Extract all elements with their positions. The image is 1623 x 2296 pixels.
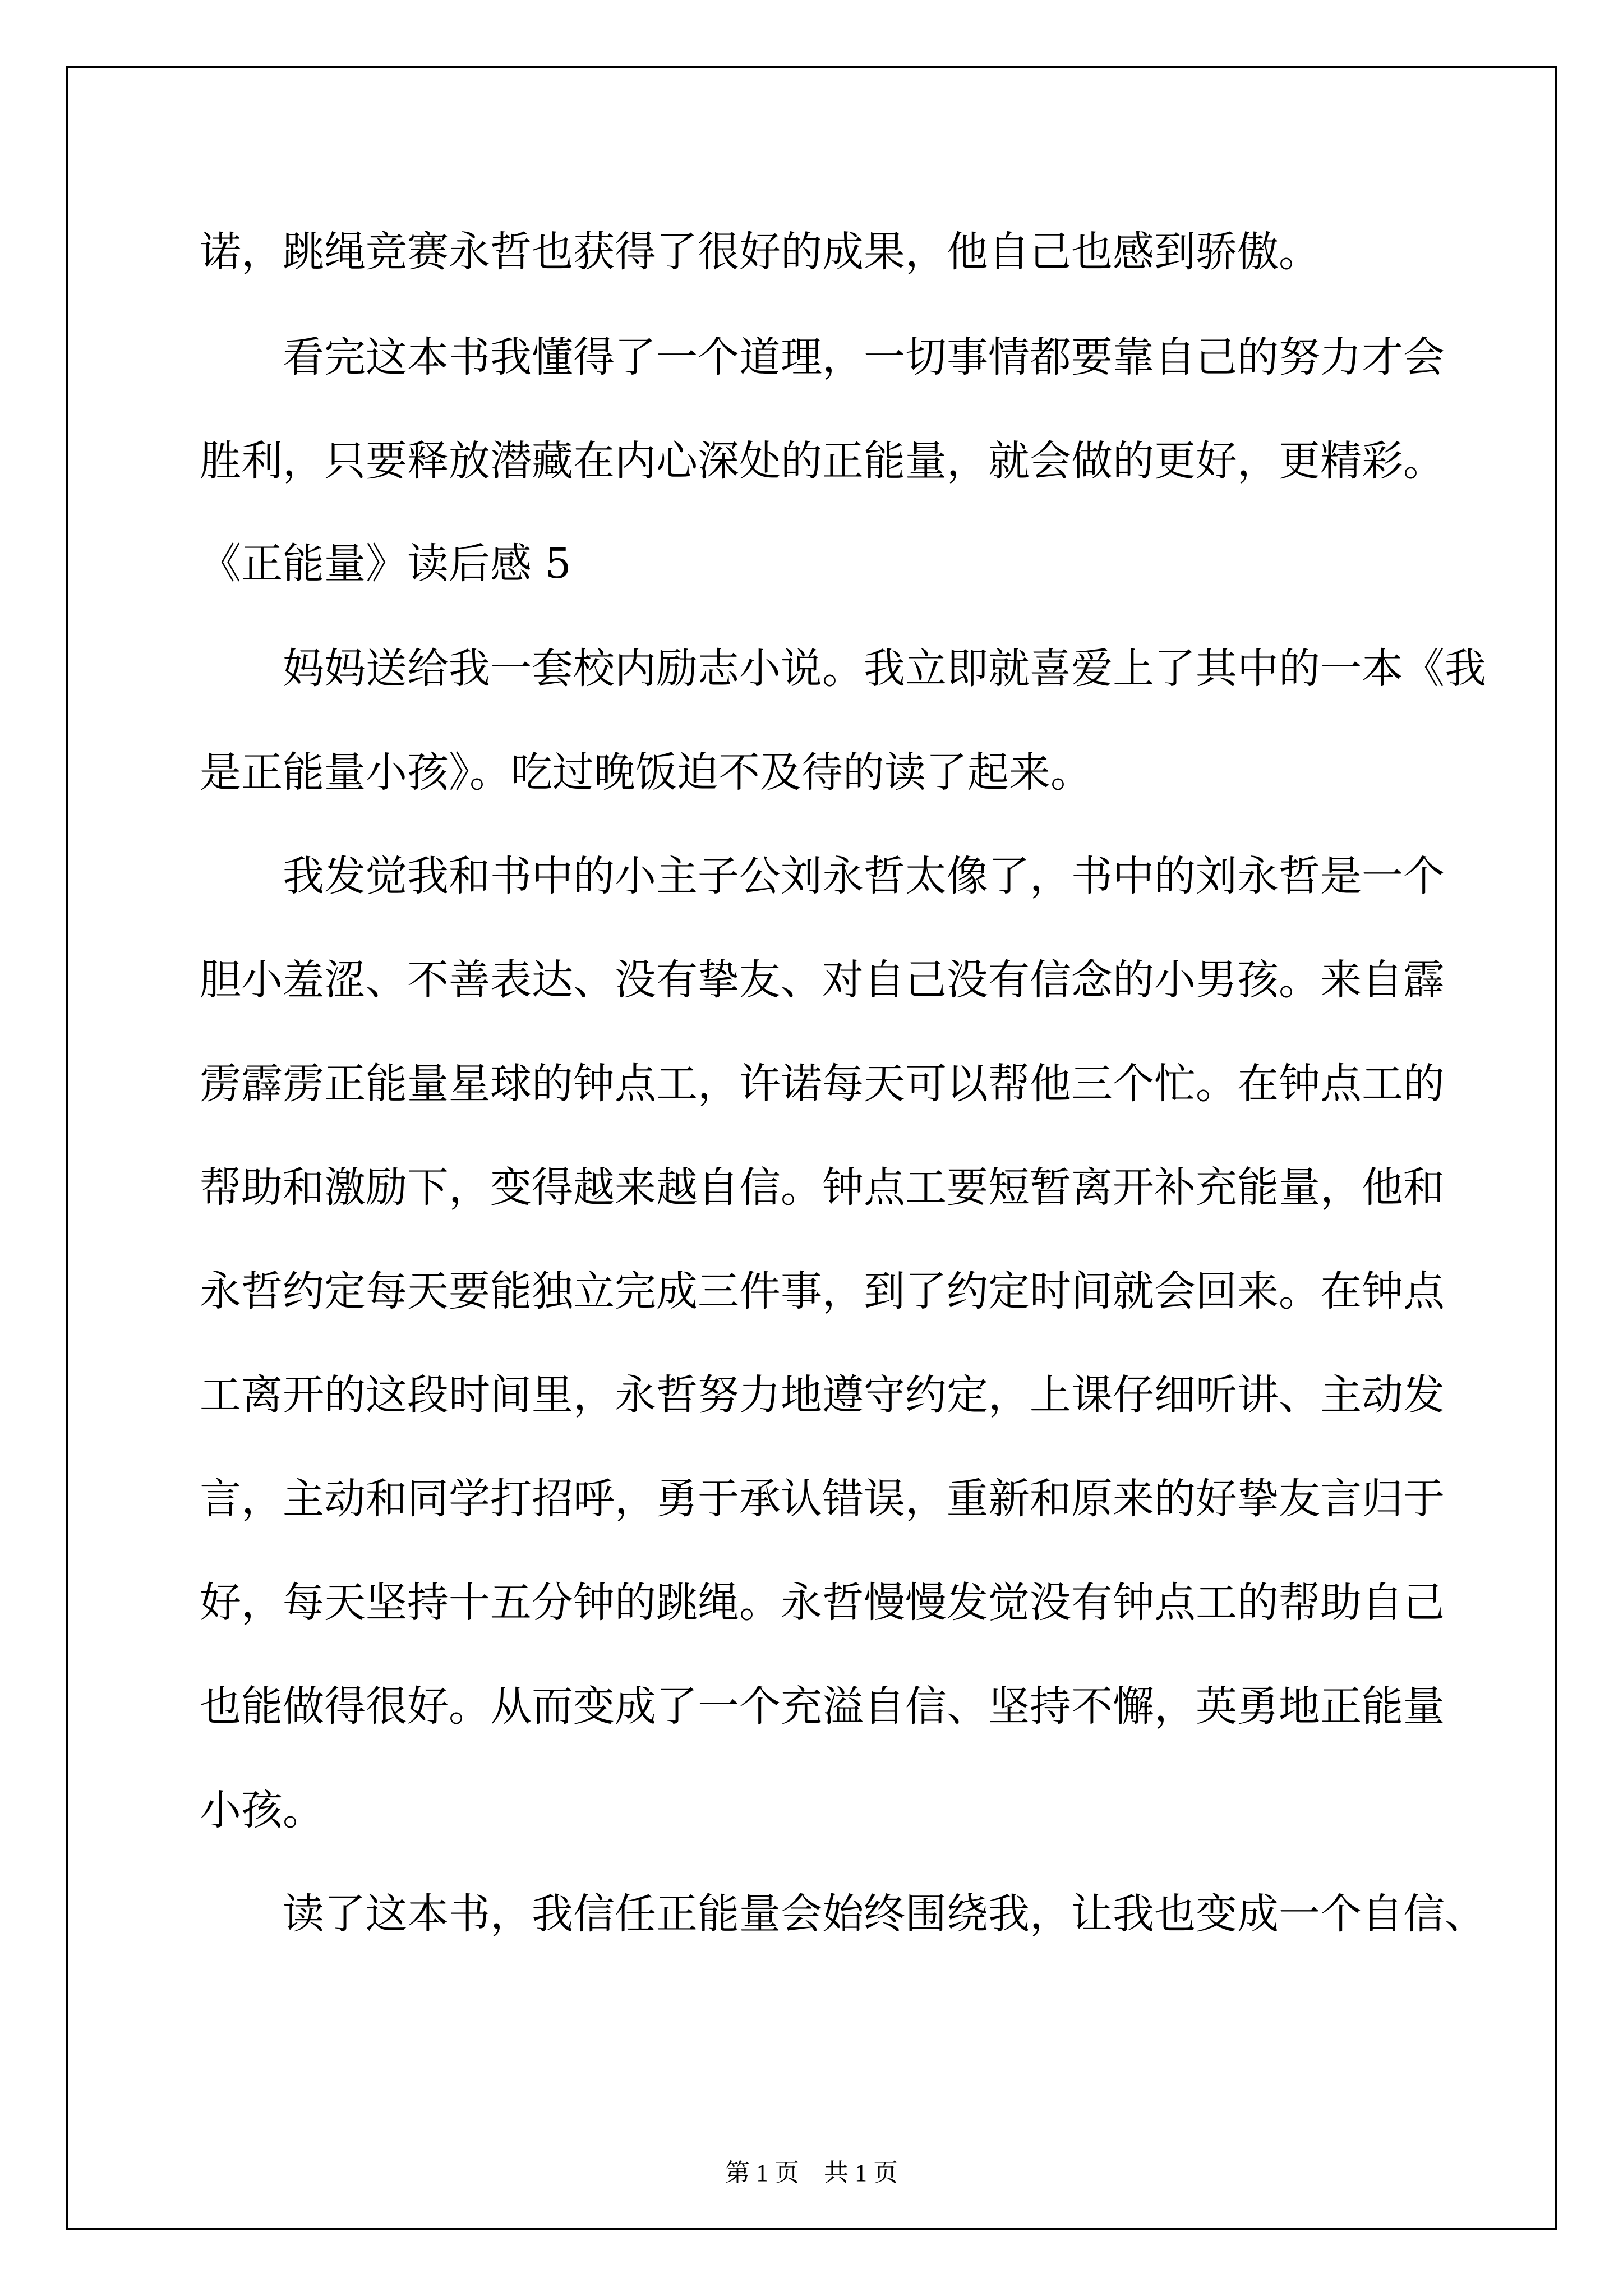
paragraph-start: 读了这本书，我信任正能量会始终围绕我，让我也变成一个自信、 (283, 1890, 1486, 1938)
text-line: 小孩。 (200, 1786, 324, 1834)
paragraph-start: 妈妈送给我一套校内励志小说。我立即就喜爱上了其中的一本《我 (283, 645, 1486, 693)
text-line: 帮助和激励下，变得越来越自信。钟点工要短暂离开补充能量，他和 (200, 1163, 1445, 1212)
text-line: 言，主动和同学打招呼，勇于承认错误，重新和原来的好挚友言归于 (200, 1475, 1445, 1523)
text-line: 雳霹雳正能量星球的钟点工，许诺每天可以帮他三个忙。在钟点工的 (200, 1060, 1445, 1108)
text-line: 胆小羞涩、不善表达、没有挚友、对自己没有信念的小男孩。来自霹 (200, 956, 1445, 1004)
paragraph-start: 我发觉我和书中的小主子公刘永哲太像了，书中的刘永哲是一个 (283, 852, 1445, 900)
paragraph-start: 看完这本书我懂得了一个道理，一切事情都要靠自己的努力才会 (283, 333, 1445, 381)
section-heading: 《正能量》读后感 5 (200, 540, 571, 588)
text-line: 是正能量小孩》。吃过晚饭迫不及待的读了起来。 (200, 748, 1092, 797)
text-line: 诺，跳绳竞赛永哲也获得了很好的成果，他自己也感到骄傲。 (200, 228, 1320, 276)
text-line: 好，每天坚持十五分钟的跳绳。永哲慢慢发觉没有钟点工的帮助自己 (200, 1579, 1445, 1627)
text-line: 也能做得很好。从而变成了一个充溢自信、坚持不懈，英勇地正能量 (200, 1682, 1445, 1731)
page-footer: 第 1 页 共 1 页 (725, 2159, 898, 2187)
text-line: 胜利，只要释放潜藏在内心深处的正能量，就会做的更好，更精彩。 (200, 437, 1445, 485)
text-line: 工离开的这段时间里，永哲努力地遵守约定，上课仔细听讲、主动发 (200, 1371, 1445, 1419)
text-line: 永哲约定每天要能独立完成三件事，到了约定时间就会回来。在钟点 (200, 1267, 1445, 1315)
